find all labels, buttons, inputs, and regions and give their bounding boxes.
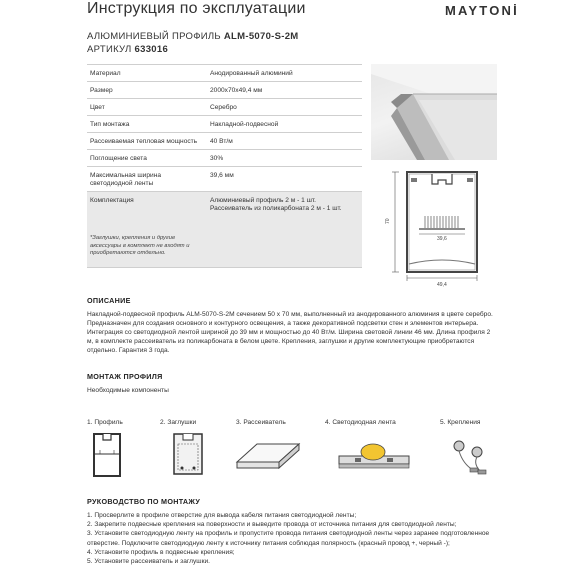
guide-heading: РУКОВОДСТВО ПО МОНТАЖУ bbox=[87, 497, 201, 506]
guide-step: 1. Просверлите в профиле отверстие для вывода кабеля питания светодиодной ленты; bbox=[87, 512, 357, 519]
spec-value: Алюминиевый профиль 2 м - 1 шт. Рассеиватель из поликарбоната 2 м - 1 шт. bbox=[207, 192, 362, 268]
spec-value: Накладной-подвесной bbox=[207, 116, 362, 133]
mounting-kit-component-image bbox=[443, 430, 493, 480]
page-title: Инструкция по эксплуатации bbox=[87, 0, 306, 17]
top-slot bbox=[432, 174, 452, 184]
spec-row bbox=[87, 65, 362, 82]
component-label: 3. Рассеиватель bbox=[236, 419, 286, 426]
component-label: 1. Профиль bbox=[87, 419, 123, 426]
led-chip bbox=[361, 444, 385, 460]
profile-photo-image bbox=[371, 64, 497, 160]
spec-value: Серебро bbox=[207, 99, 362, 116]
spec-row bbox=[87, 99, 362, 116]
component-label: 2. Заглушки bbox=[160, 419, 197, 426]
spec-value: 40 Вт/м bbox=[207, 133, 362, 150]
brand-logo: MAYTONİ bbox=[445, 3, 519, 18]
spec-key: Максимальная ширина светодиодной ленты bbox=[87, 167, 207, 192]
spec-row bbox=[87, 133, 362, 150]
spec-key: Тип монтажа bbox=[87, 116, 207, 133]
product-photo bbox=[371, 64, 497, 160]
product-type: АЛЮМИНИЕВЫЙ ПРОФИЛЬ bbox=[87, 31, 221, 42]
spec-row bbox=[87, 116, 362, 133]
guide-step: 3. Установите светодиодную ленту на профиль и пропустите провода питания светодиодной ленты через заранее подготовленное отверстие. Подключите светодиодную ленту к источнику питания соблюдая полярность (красный провод +, черный -); bbox=[87, 530, 490, 547]
spec-value: Анодированный алюминий bbox=[207, 65, 362, 82]
description-text: Накладной-подвесной профиль ALM-5070-S-2M сечением 50 х 70 мм, выполненный из анодированного алюминия в цвете серебро. Предназначен для создания основного и контурного освещения, а также декоративной подсветки стен и элементов интерьера. Интеграция со светодиодной лентой шириной до 39 мм и мощностью до 40 Вт/м. Ширина световой линии 46 мм. Длина профиля 2 м, в комплекте рассеиватель из поликарбоната в белом цвете. Крепления, заглушки и другие комплектующие приобретаются отдельно. Гарантия 3 года. bbox=[87, 311, 493, 354]
spec-row bbox=[87, 82, 362, 99]
spec-key: Цвет bbox=[87, 99, 207, 116]
spec-key: Поглощение света bbox=[87, 150, 207, 167]
description-heading: ОПИСАНИЕ bbox=[87, 296, 131, 305]
end-caps-component-image bbox=[168, 430, 208, 480]
spec-key: Размер bbox=[87, 82, 207, 99]
profile-component-image bbox=[88, 430, 128, 480]
spec-key: Рассеиваемая тепловая мощность bbox=[87, 133, 207, 150]
guide-step: 5. Установите рассеиватель и заглушки. bbox=[87, 558, 210, 566]
heat-sink-fins bbox=[425, 216, 458, 228]
spec-value: 2000x70x49,4 мм bbox=[207, 82, 362, 99]
diffuser-component-image bbox=[233, 430, 303, 480]
guide-step: 2. Закрепите подвесные крепления на поверхности и выведите провода от источника питания для светодиодной ленты; bbox=[87, 521, 457, 529]
spec-value: 39,6 мм bbox=[207, 167, 362, 192]
spec-row bbox=[87, 150, 362, 167]
mounting-heading: МОНТАЖ ПРОФИЛЯ bbox=[87, 372, 163, 381]
component-label: 5. Крепления bbox=[440, 419, 481, 426]
profile-outline bbox=[407, 172, 477, 272]
inner-width-label: 39,6 bbox=[437, 236, 447, 242]
mounting-subheading: Необходимые компоненты bbox=[87, 387, 169, 394]
guide-step: 4. Установите профиль в подвесные крепления; bbox=[87, 548, 235, 556]
product-heading bbox=[87, 30, 299, 56]
product-model: ALM-5070-S-2M bbox=[223, 31, 299, 42]
outer-width-label: 49,4 bbox=[437, 282, 447, 288]
article-label: АРТИКУЛ bbox=[87, 44, 132, 55]
guide-steps bbox=[87, 511, 502, 566]
spec-row bbox=[87, 192, 362, 268]
led-strip-component-image bbox=[335, 430, 415, 480]
spec-value: 30% bbox=[207, 150, 362, 167]
spec-row bbox=[87, 167, 362, 192]
article-number: 633016 bbox=[134, 44, 169, 55]
profile-cross-section-drawing bbox=[385, 168, 495, 288]
spec-table bbox=[87, 64, 362, 268]
spec-key: Комплектация bbox=[90, 197, 134, 204]
spec-note: *Заглушки, крепления и другие аксессуары в комплект не входят и приобретаются отдельно. bbox=[90, 235, 190, 256]
height-label: 70 bbox=[385, 218, 391, 224]
spec-key: Материал bbox=[87, 65, 207, 82]
component-label: 4. Светодиодная лента bbox=[325, 419, 396, 426]
